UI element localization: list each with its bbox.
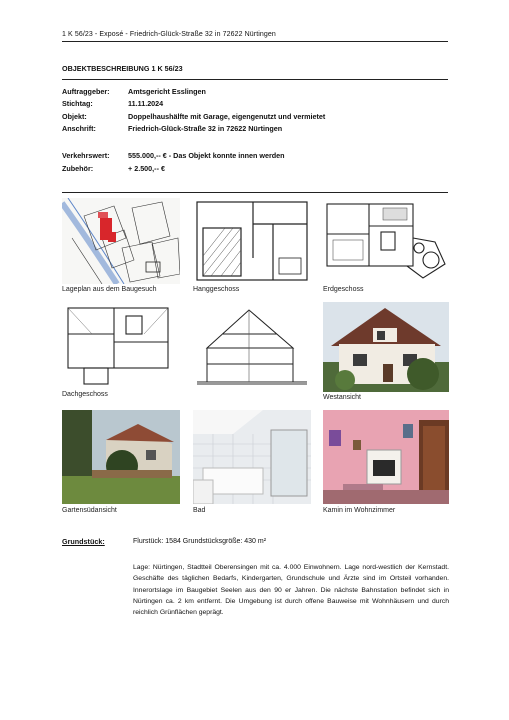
value-label: Verkehrswert: [62,151,110,160]
section-rule [62,192,448,193]
hanggeschoss-plan-image [193,198,311,284]
detail-row-auftraggeber [62,87,206,96]
dachgeschoss-plan-image [62,302,180,388]
image-caption: Dachgeschoss [62,391,108,398]
value-value: 555.000,-- € - Das Objekt konnte innen werden [128,151,285,160]
header-rule [62,41,448,42]
image-caption: Kamin im Wohnzimmer [323,507,396,514]
description-text: Lage: Nürtingen, Stadtteil Oberensingen mit ca. 4.000 Einwohnern. Lage nord-westlich der Kernstadt. Geschäfte des täglichen Bedarfs, Kindergarten, Grundschule und Ärzte sind im Ortsteil vorhanden. Innerortslage im Baugebiet Seelen aus den 90 er Jahren. Die nächste Bahnstation befindet sich in Nürtingen ca. 2 km entfernt. Die Umgebung ist durch offene Bauweise mit Wohnhäusern und durch reichlich Grünflächen geprägt. [133,564,449,617]
section-drawing-image [193,302,311,388]
image-caption: Gartensüdansicht [62,507,117,514]
detail-value: Friedrich-Glück-Straße 32 in 72622 Nürtingen [128,124,283,133]
bathroom-photo [193,410,311,504]
garden-south-photo [62,410,180,504]
detail-value: Doppelhaushälfte mit Garage, eigengenutzt und vermietet [128,112,326,121]
grundstueck-value: Flurstück: 1584 Grundstücksgröße: 430 m² [133,538,267,545]
image-caption: Erdgeschoss [323,286,364,293]
page-title: OBJEKTBESCHREIBUNG 1 K 56/23 [62,64,183,73]
image-caption: Hanggeschoss [193,286,240,293]
detail-row-anschrift [62,124,282,133]
value-row-verkehrswert [62,151,285,160]
site-plan-image [62,198,180,284]
detail-label: Auftraggeber: [62,87,110,96]
erdgeschoss-plan-image [323,198,449,284]
detail-label: Stichtag: [62,99,93,108]
detail-value: 11.11.2024 [128,99,164,108]
grundstueck-label: Grundstück: [62,537,105,546]
value-label: Zubehör: [62,164,94,173]
image-caption: Bad [193,507,206,514]
image-caption: Westansicht [323,394,361,401]
page-header: 1 K 56/23 - Exposé - Friedrich-Glück-Straße 32 in 72622 Nürtingen [62,31,276,38]
detail-label: Anschrift: [62,124,96,133]
house-west-photo [323,302,449,392]
detail-value: Amtsgericht Esslingen [128,87,206,96]
location-description [133,562,449,618]
value-row-zubehoer [62,164,165,173]
detail-row-objekt [62,112,325,121]
detail-row-stichtag [62,99,163,108]
living-room-fireplace-photo [323,410,449,504]
title-rule [62,79,448,80]
image-caption: Lageplan aus dem Baugesuch [62,286,157,293]
detail-label: Objekt: [62,112,87,121]
value-value: + 2.500,-- € [128,164,165,173]
